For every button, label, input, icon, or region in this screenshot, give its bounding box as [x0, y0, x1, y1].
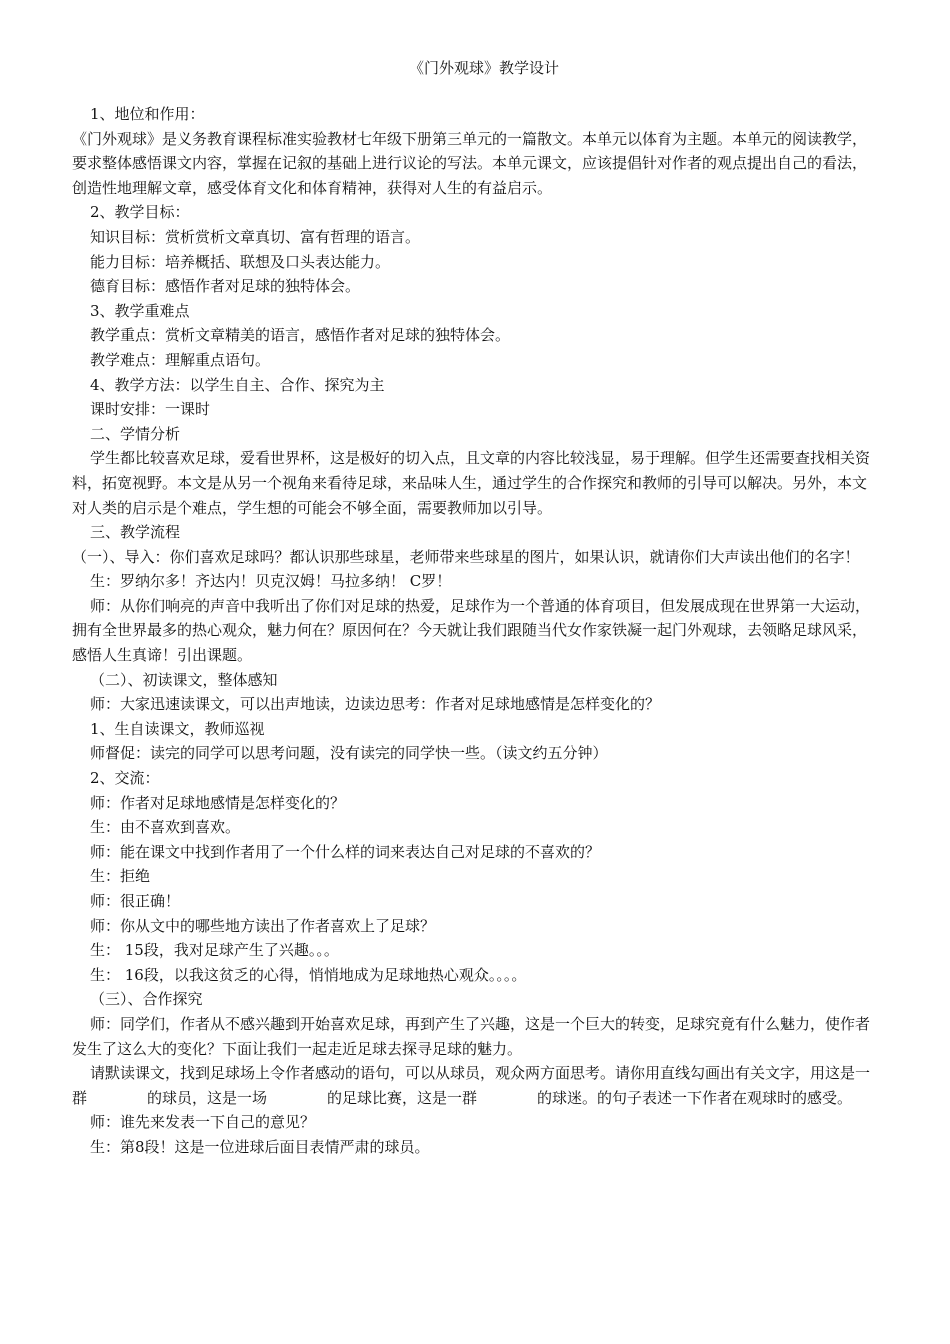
paragraph: 师：同学们，作者从不感兴趣到开始喜欢足球，再到产生了兴趣，这是一个巨大的转变，足球究竟有什么魅力，使作者发生了这么大的变化？下面让我们一起走近足球去探寻足球的魅力。 — [72, 1014, 871, 1058]
paragraph: 教学重点：赏析文章精美的语言，感悟作者对足球的独特体会。 — [90, 326, 511, 345]
paragraph: 德育目标：感悟作者对足球的独特体会。 — [90, 277, 361, 296]
paragraph: 师：作者对足球地感情是怎样变化的？ — [90, 793, 346, 812]
paragraph: 三、教学流程 — [90, 523, 181, 542]
paragraph: 二、学情分析 — [90, 424, 181, 443]
paragraph: 生：由不喜欢到喜欢。 — [90, 818, 241, 837]
paragraph: 课时安排：一课时 — [90, 400, 211, 419]
paragraph: （三）、合作探究 — [90, 990, 203, 1009]
document-body — [72, 102, 878, 1160]
paragraph: 能力目标：培养概括、联想及口头表达能力。 — [90, 252, 391, 271]
paragraph: 教学难点：理解重点语句。 — [90, 350, 271, 369]
paragraph: 学生都比较喜欢足球，爱看世界杯，这是极好的切入点，且文章的内容比较浅显，易于理解。但学生还需要查找相关资料，拓宽视野。本文是从另一个视角来看待足球，来品味人生，通过学生的合作探究和教师的引导可以解决。另外，本文对人类的启示是个难点，学生想的可能会不够全面，需要教师加以引导。 — [72, 449, 871, 517]
paragraph: （一）、导入：你们喜欢足球吗？都认识那些球星，老师带来些球星的图片，如果认识，就请你们大声读出他们的名字！ — [72, 547, 860, 566]
paragraph: 知识目标：赏析赏析文章真切、富有哲理的语言。 — [90, 227, 421, 246]
paragraph: 2、交流： — [90, 769, 160, 788]
paragraph: 生： 16段，以我这贫乏的心得，悄悄地成为足球地热心观众。。。。 — [90, 965, 527, 984]
document-title: 《门外观球》教学设计 — [408, 59, 559, 77]
paragraph: 4、教学方法：以学生自主、合作、探究为主 — [90, 375, 385, 394]
paragraph: 师：从你们响亮的声音中我听出了你们对足球的热爱，足球作为一个普通的体育项目，但发展成现在世界第一大运动，拥有全世界最多的热心观众，魅力何在？原因何在？今天就让我们跟随当代女作家铁凝一起门外观球，去领略足球风采，感悟人生真谛！引出课题。 — [72, 596, 871, 665]
paragraph: 师：能在课文中找到作者用了一个什么样的词来表达自己对足球的不喜欢的？ — [90, 842, 601, 861]
paragraph: 生：罗纳尔多！齐达内！贝克汉姆！马拉多纳！ C罗！ — [90, 572, 452, 591]
paragraph: 3、教学重难点 — [90, 301, 190, 320]
paragraph: 师：你从文中的哪些地方读出了作者喜欢上了足球？ — [90, 916, 436, 935]
paragraph: 1、地位和作用： — [90, 105, 205, 123]
paragraph: 《门外观球》是义务教育课程标准实验教材七年级下册第三单元的一篇散文。本单元以体育为主题。本单元的阅读教学，要求整体感悟课文内容，掌握在记叙的基础上进行议论的写法。本单元课文，应该提倡针对作者的观点提出自己的看法，创造性地理解文章，感受体育文化和体育精神，获得对人生的有益启示。 — [72, 129, 868, 197]
paragraph: 生：第8段！这是一位进球后面目表情严肃的球员。 — [90, 1137, 430, 1156]
paragraph: 师：很正确！ — [90, 892, 181, 910]
paragraph: 请默读课文，找到足球场上令作者感动的语句，可以从球员，观众两方面思考。请你用直线勾画出有关文字，用这是一群 的球员，这是一场 的足球比赛，这是一群 的球迷。的句子表述一下作者在观球时的感受。 — [72, 1064, 871, 1107]
paragraph: 1、生自读课文，教师巡视 — [90, 719, 265, 738]
paragraph: 2、教学目标： — [90, 203, 190, 222]
paragraph: 生：拒绝 — [90, 867, 151, 886]
paragraph: 师：谁先来发表一下自己的意见？ — [90, 1113, 316, 1132]
paragraph: 师督促：读完的同学可以思考问题，没有读完的同学快一些。（读文约五分钟） — [90, 744, 608, 763]
paragraph: （二）、初读课文，整体感知 — [90, 670, 278, 689]
paragraph: 生： 15段，我对足球产生了兴趣。。。 — [90, 941, 339, 960]
paragraph: 师：大家迅速读课文，可以出声地读，边读边思考：作者对足球地感情是怎样变化的？ — [90, 695, 661, 714]
